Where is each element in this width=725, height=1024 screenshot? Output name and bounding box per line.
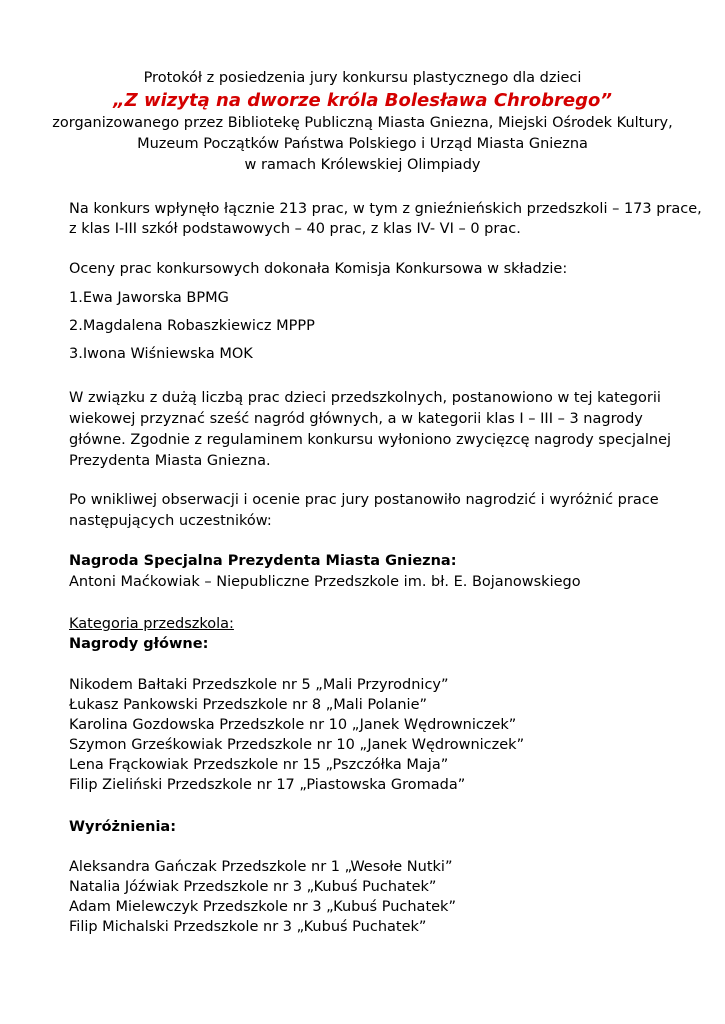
list-item: Szymon Grześkowiak Przedszkole nr 10 „Janek Wędrowniczek” — [69, 737, 525, 753]
special-prize-heading: Nagroda Specjalna Prezydenta Miasta Gniezna: — [69, 553, 457, 569]
intro-line-2: z klas I-III szkół podstawowych – 40 prac, z klas IV- VI – 0 prac. — [69, 221, 521, 237]
observation-line-1: Po wnikliwej obserwacji i ocenie prac jury postanowiło nagrodzić i wyróżnić prace — [69, 492, 659, 508]
list-item: Aleksandra Gańczak Przedszkole nr 1 „Wesołe Nutki” — [69, 859, 453, 875]
special-prize-winner: Antoni Maćkowiak – Niepubliczne Przedszkole im. bł. E. Bojanowskiego — [69, 574, 581, 590]
intro-line-1: Na konkurs wpłynęło łącznie 213 prac, w tym z gnieźnieńskich przedszkoli – 173 prace, — [69, 201, 702, 217]
header-line-organizers: zorganizowanego przez Bibliotekę Publiczną Miasta Gniezna, Miejski Ośrodek Kultury, — [52, 115, 673, 131]
list-item: Filip Michalski Przedszkole nr 3 „Kubuś Puchatek” — [69, 919, 427, 935]
list-item: Nikodem Bałtaki Przedszkole nr 5 „Mali Przyrodnicy” — [69, 677, 449, 693]
commission-member: 2.Magdalena Robaszkiewicz MPPP — [69, 318, 315, 334]
commission-member: 3.Iwona Wiśniewska MOK — [69, 346, 253, 362]
commission-member: 1.Ewa Jaworska BPMG — [69, 290, 229, 306]
header-line-museum: Muzeum Początków Państwa Polskiego i Urząd Miasta Gniezna — [137, 136, 588, 152]
observation-line-2: następujących uczestników: — [69, 513, 272, 529]
list-item: Łukasz Pankowski Przedszkole nr 8 „Mali Polanie” — [69, 697, 428, 713]
header-line-olympiad: w ramach Królewskiej Olimpiady — [244, 157, 481, 173]
decision-line-2: wiekowej przyznać sześć nagród głównych, a w kategorii klas I – III – 3 nagrody — [69, 411, 643, 427]
list-item: Adam Mielewczyk Przedszkole nr 3 „Kubuś Puchatek” — [69, 899, 456, 915]
list-item: Filip Zieliński Przedszkole nr 17 „Piastowska Gromada” — [69, 777, 466, 793]
document-header — [0, 68, 725, 176]
decision-line-1: W związku z dużą liczbą prac dzieci przedszkolnych, postanowiono w tej kategorii — [69, 390, 661, 406]
decision-line-4: Prezydenta Miasta Gniezna. — [69, 453, 271, 469]
decision-line-3: główne. Zgodnie z regulaminem konkursu wyłoniono zwycięzcę nagrody specjalnej — [69, 432, 672, 448]
list-item: Karolina Gozdowska Przedszkole nr 10 „Janek Wędrowniczek” — [69, 717, 517, 733]
list-item: Natalia Jóźwiak Przedszkole nr 3 „Kubuś Puchatek” — [69, 879, 437, 895]
main-prizes-heading: Nagrody główne: — [69, 636, 209, 652]
honors-heading: Wyróżnienia: — [69, 819, 177, 835]
contest-title: „Z wizytą na dworze króla Bolesława Chrobrego” — [113, 90, 612, 111]
category-preschool: Kategoria przedszkola: — [69, 616, 234, 632]
header-line-protocol: Protokół z posiedzenia jury konkursu plastycznego dla dzieci — [143, 70, 582, 86]
commission-heading: Oceny prac konkursowych dokonała Komisja Konkursowa w składzie: — [69, 261, 568, 277]
list-item: Lena Frąckowiak Przedszkole nr 15 „Pszczółka Maja” — [69, 757, 449, 773]
